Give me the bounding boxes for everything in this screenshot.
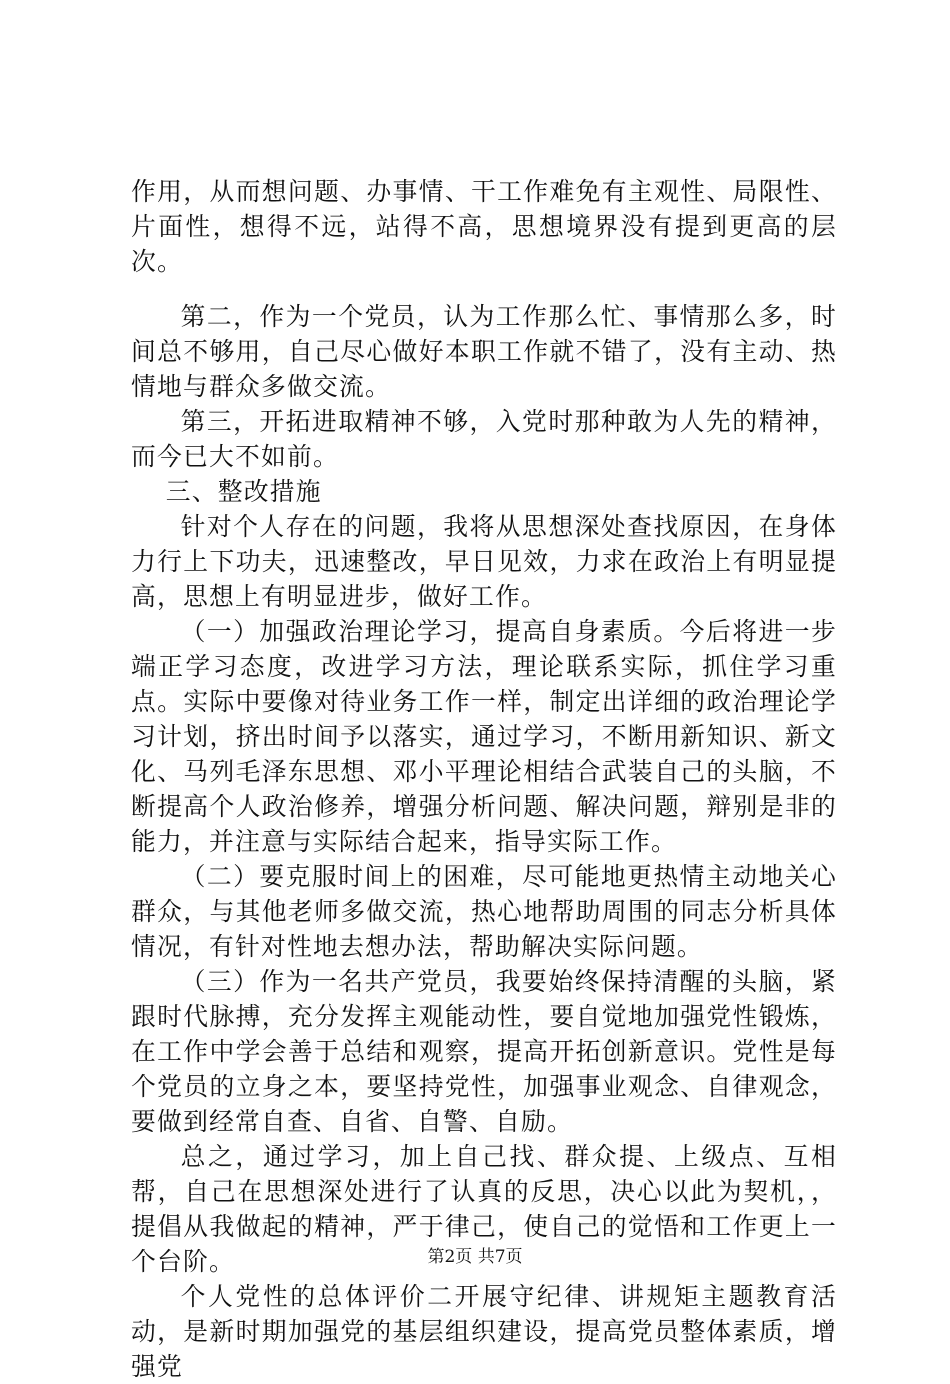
section-heading-rectification: 三、整改措施	[165, 477, 322, 506]
paragraph-rectification-intro: 针对个人存在的问题，我将从思想深处查找原因，在身体力行上下功夫，迅速整改，早日见效，力求在政治上有明显提高，思想上有明显进步，做好工作。	[131, 512, 837, 611]
paragraph-measure-one: （一）加强政治理论学习，提高自身素质。今后将进一步端正学习态度，改进学习方法，理论联系实际，抓住学习重点。实际中要像对待业务工作一样，制定出详细的政治理论学习计划，挤出时间予以落实，通过学习，不断用新知识、新文化、马列毛泽东思想、邓小平理论相结合武装自己的头脑，不断提高个人政治修养，增强分析问题、解决问题，辩别是非的能力，并注意与实际结合起来，指导实际工作。	[131, 617, 837, 856]
page-number-footer: 第2页 共7页	[427, 1247, 523, 1267]
document-body	[131, 174, 837, 1384]
paragraph-measure-two: （二）要克服时间上的困难，尽可能地更热情主动地关心群众，与其他老师多做交流，热心地帮助周围的同志分析具体情况，有针对性地去想办法，帮助解决实际问题。	[131, 862, 837, 961]
paragraph-second-point: 第二，作为一个党员，认为工作那么忙、事情那么多，时间总不够用，自己尽心做好本职工作就不错了，没有主动、热情地与群众多做交流。	[131, 302, 837, 401]
paragraph-next-section: 个人党性的总体评价二开展守纪律、讲规矩主题教育活动，是新时期加强党的基层组织建设，提高党员整体素质，增强党	[131, 1282, 837, 1381]
paragraph-summary: 总之，通过学习，加上自己找、群众提、上级点、互相帮，自己在思想深处进行了认真的反思，决心以此为契机，，提倡从我做起的精神，严于律己，使自己的觉悟和工作更上一个台阶。	[131, 1142, 837, 1276]
paragraph-continuation: 作用，从而想问题、办事情、干工作难免有主观性、局限性、片面性，想得不远，站得不高，思想境界没有提到更高的层次。	[131, 177, 837, 276]
paragraph-measure-three: （三）作为一名共产党员，我要始终保持清醒的头脑，紧跟时代脉搏，充分发挥主观能动性，要自觉地加强党性锻炼，在工作中学会善于总结和观察，提高开拓创新意识。党性是每个党员的立身之本，要坚持党性，加强事业观念、自律观念，要做到经常自查、自省、自警、自励。	[131, 967, 837, 1136]
paragraph-third-point: 第三，开拓进取精神不够，入党时那种敢为人先的精神，而今已大不如前。	[131, 407, 837, 471]
